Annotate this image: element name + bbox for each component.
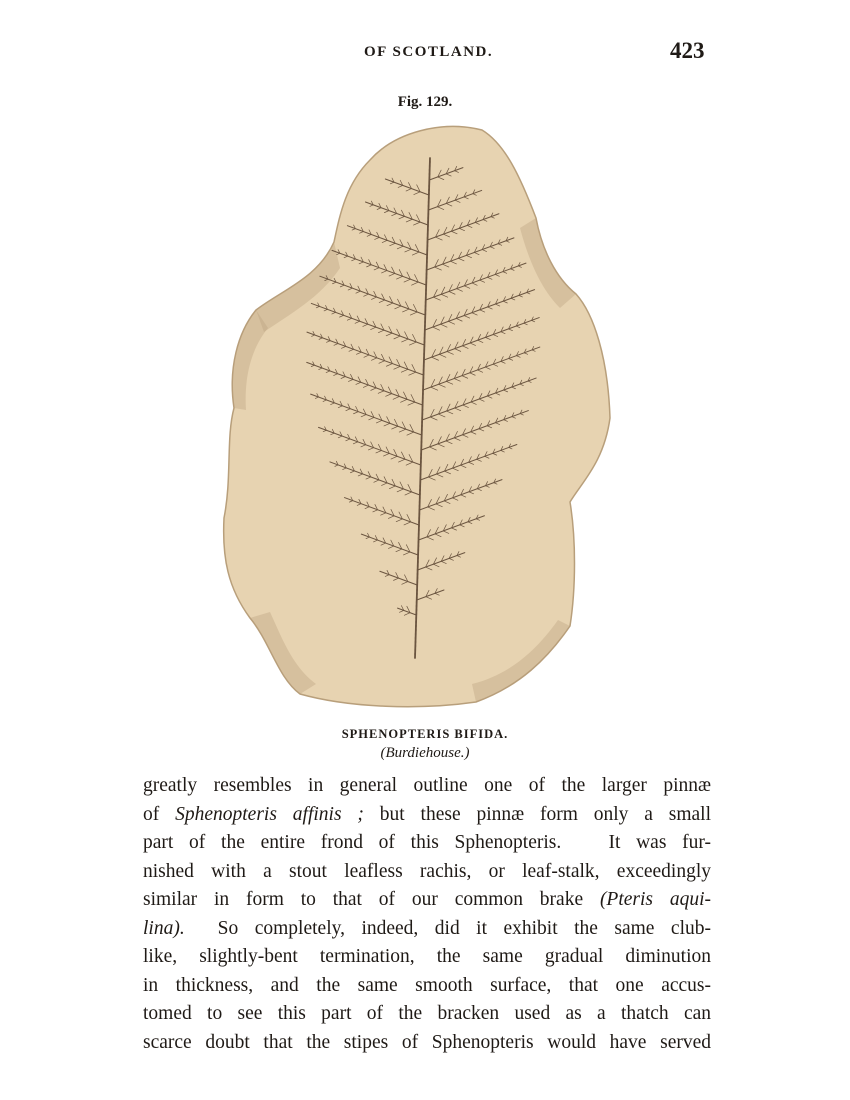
figure-label: Fig. 129. bbox=[397, 94, 453, 110]
fossil-fern-plate bbox=[220, 118, 620, 712]
text-segment: part of the entire frond of this Sphenopteris. It was fur- bbox=[143, 832, 711, 853]
text-line bbox=[143, 886, 711, 915]
figure-caption-title: SPHENOPTERIS BIFIDA. bbox=[341, 727, 509, 741]
text-line bbox=[143, 915, 711, 944]
text-line bbox=[143, 801, 711, 830]
text-line bbox=[143, 829, 711, 858]
page-number: 423 bbox=[670, 38, 705, 63]
text-segment: similar in form to that of our common brake bbox=[143, 889, 600, 910]
text-segment: So completely, indeed, did it exhibit the same club- bbox=[184, 917, 711, 939]
text-segment: of bbox=[143, 803, 176, 825]
text-line bbox=[143, 772, 711, 801]
text-segment: tomed to see this part of the bracken used as a thatch can bbox=[143, 1003, 711, 1024]
text-segment: nished with a stout leafless rachis, or leaf-stalk, exceedingly bbox=[143, 860, 711, 882]
text-segment: but these pinnæ form only a small bbox=[363, 803, 711, 825]
text-line bbox=[143, 972, 711, 1001]
italic-text: lina). bbox=[143, 917, 185, 939]
text-line bbox=[143, 1029, 711, 1058]
italic-text: Sphenopteris affinis ; bbox=[175, 803, 364, 825]
text-segment: scarce doubt that the stipes of Sphenopteris would have served bbox=[143, 1031, 711, 1053]
text-segment: in thickness, and the same smooth surface, that one accus- bbox=[143, 974, 711, 996]
figure-caption-subtitle: (Burdiehouse.) bbox=[380, 745, 470, 761]
text-line bbox=[143, 943, 711, 972]
text-segment: like, slightly-bent termination, the same gradual diminution bbox=[143, 946, 711, 967]
text-segment: greatly resembles in general outline one of the larger pinnæ bbox=[143, 775, 711, 796]
italic-text: (Pteris aqui- bbox=[599, 889, 711, 910]
running-head: OF SCOTLAND. bbox=[364, 44, 494, 60]
text-line bbox=[143, 858, 711, 887]
text-line bbox=[143, 1000, 711, 1029]
body-text bbox=[143, 772, 711, 1057]
